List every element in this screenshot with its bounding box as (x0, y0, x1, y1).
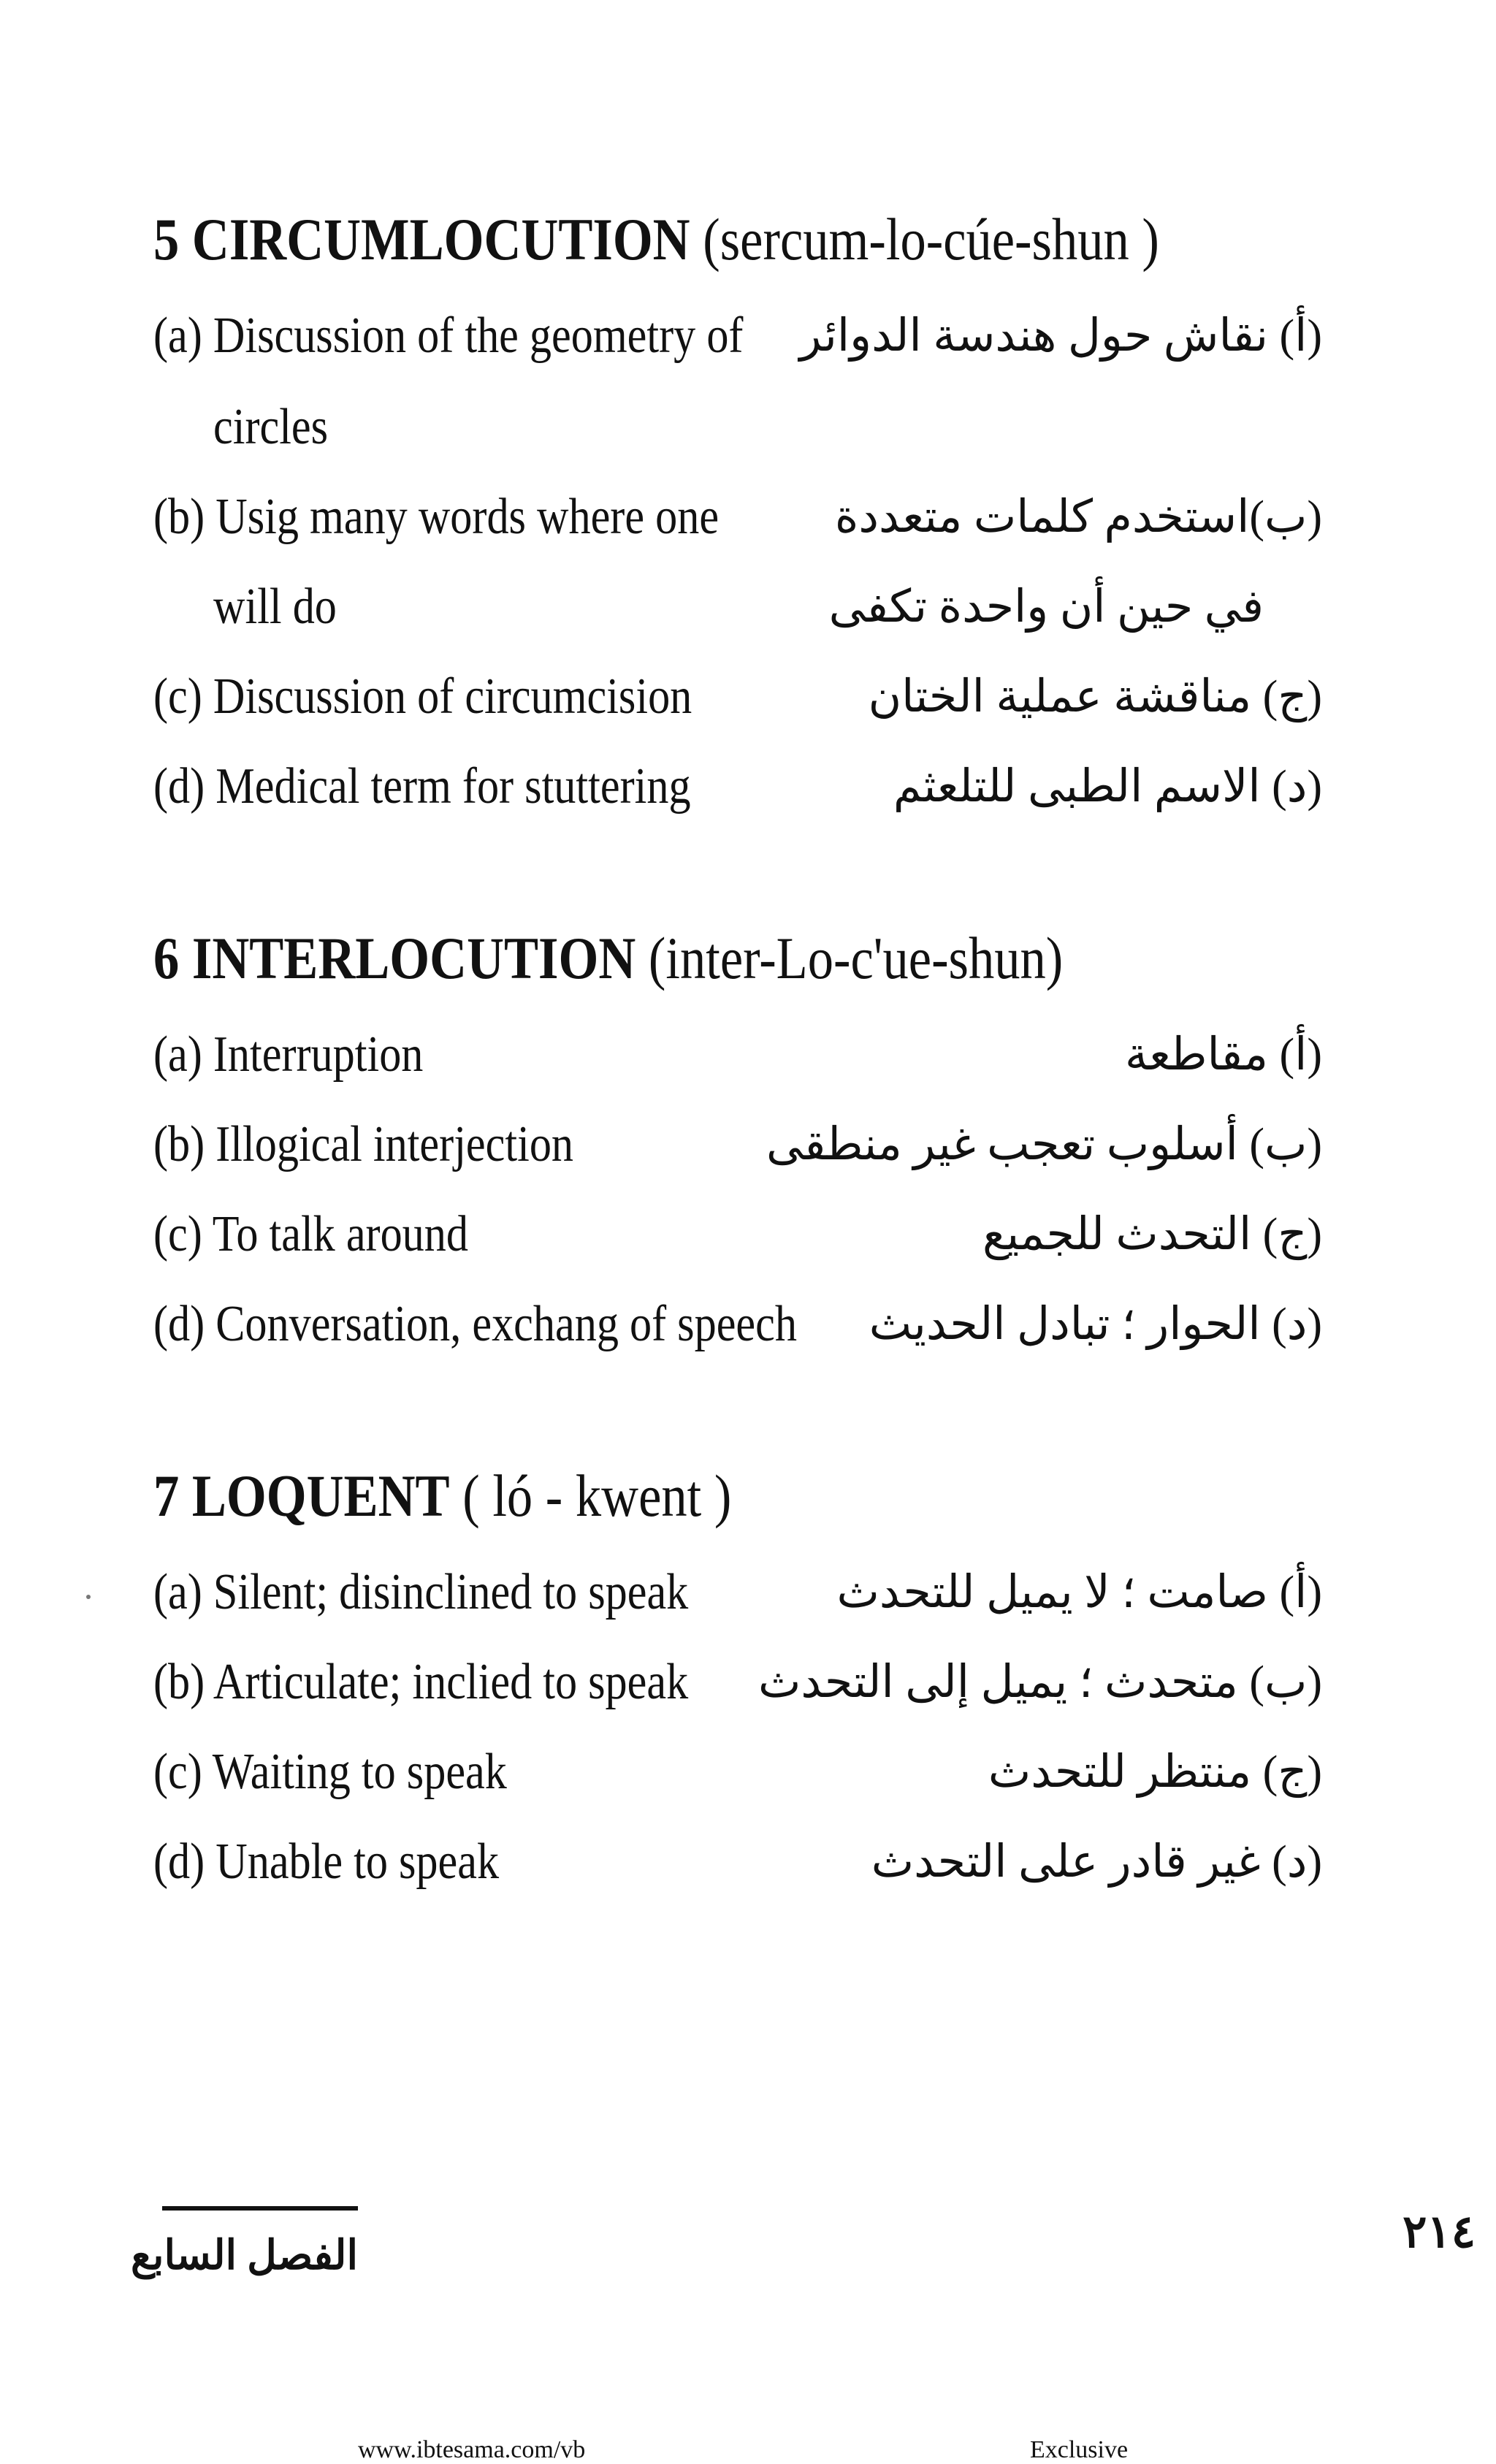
option-en: (d) Unable to speak (153, 1834, 500, 1890)
footer-rule (162, 2206, 358, 2211)
option-ar: (ج) منتظر للتحدث (988, 1747, 1322, 1797)
chapter-label: الفصل السابع (131, 2233, 358, 2278)
option-ar-continuation: في حين أن واحدة تكفى (828, 582, 1264, 632)
option-ar: (ج) مناقشة عملية الختان (868, 672, 1322, 722)
headword: 5 CIRCUMLOCUTION (153, 206, 690, 272)
option-en: (a) Interruption (153, 1026, 424, 1083)
option-ar: (د) الاسم الطبى للتلعثم (893, 762, 1322, 812)
option-d (153, 1818, 1322, 1906)
option-b-continuation (153, 563, 1322, 651)
option-ar: (د) الحوار ؛ تبادل الحديث (869, 1300, 1322, 1349)
option-en: (d) Medical term for stuttering (153, 758, 691, 815)
option-en: (d) Conversation, exchang of speech (153, 1296, 797, 1352)
option-a-continuation (153, 384, 1322, 471)
entry-loquent (153, 1460, 1322, 1890)
option-a (153, 292, 1322, 380)
entry-interlocution (153, 922, 1322, 1352)
headword: 6 INTERLOCUTION (153, 925, 636, 991)
option-en: (b) Articulate; inclied to speak (153, 1654, 689, 1710)
entry-title (153, 203, 1159, 276)
option-en: (a) Discussion of the geometry of (153, 308, 744, 364)
option-a (153, 1549, 1322, 1636)
option-c (153, 1728, 1322, 1816)
option-b (153, 473, 1322, 561)
site-url: www.ibtesama.com/vb (358, 2436, 586, 2463)
headword: 7 LOQUENT (153, 1462, 450, 1529)
option-ar: (أ) نقاش حول هندسة الدوائر (799, 311, 1322, 361)
option-en: (c) To talk around (153, 1206, 468, 1262)
option-ar: (أ) مقاطعة (1125, 1030, 1322, 1080)
pronunciation: (inter-Lo-c'ue-shun) (648, 925, 1064, 991)
pronunciation: (sercum-lo-cúe-shun ) (703, 206, 1159, 272)
option-en-continuation: circles (213, 399, 329, 455)
option-ar: (ب) أسلوب تعجب غير منطقى (766, 1120, 1322, 1170)
entry-title (153, 1460, 1159, 1533)
option-en: (c) Discussion of circumcision (153, 668, 692, 725)
option-c (153, 1191, 1322, 1278)
entry-title (153, 922, 1159, 995)
pronunciation: ( ló - kwent ) (462, 1462, 732, 1529)
option-ar: (ج) التحدث للجميع (982, 1210, 1322, 1259)
option-en: (b) Illogical interjection (153, 1116, 574, 1172)
option-en-continuation: will do (213, 579, 337, 635)
option-ar: (ب)استخدم كلمات متعددة (834, 492, 1322, 542)
speck (86, 1595, 91, 1599)
option-a (153, 1011, 1322, 1099)
option-en: (a) Silent; disinclined to speak (153, 1564, 689, 1620)
exclusive-tag: Exclusive (1030, 2436, 1129, 2463)
option-b (153, 1101, 1322, 1189)
option-d (153, 743, 1322, 831)
option-c (153, 653, 1322, 741)
option-en: (c) Waiting to speak (153, 1744, 507, 1800)
page-number: ٢١٤ (1402, 2208, 1476, 2257)
option-ar: (أ) صامت ؛ لا يميل للتحدث (836, 1568, 1322, 1617)
option-b (153, 1639, 1322, 1726)
option-ar: (ب) متحدث ؛ يميل إلى التحدث (757, 1658, 1322, 1707)
entry-circumlocution (153, 203, 1322, 815)
option-ar: (د) غير قادر على التحدث (871, 1837, 1322, 1887)
option-en: (b) Usig many words where one (153, 489, 720, 545)
option-d (153, 1281, 1322, 1368)
